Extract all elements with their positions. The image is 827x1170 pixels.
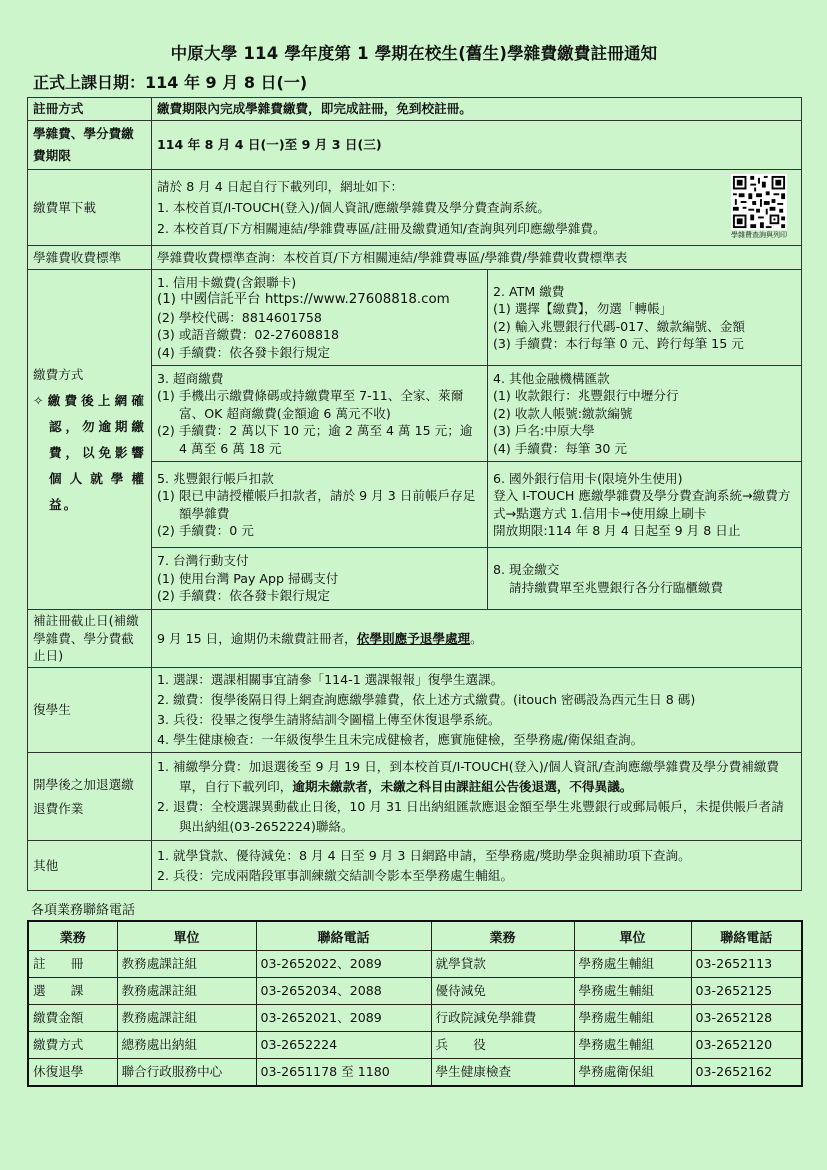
refund-line-2: 2. 退費：全校選課異動截止日後，10 月 31 日出納組匯款應退金額至學生兆豐銀行或郵局帳戶，未提供帳戶者請與出納組(03-2652224)聯絡。: [157, 798, 784, 834]
phone-cell[interactable]: 03-2652034、2088: [256, 978, 431, 1005]
method-line: (1) 收款銀行：兆豐銀行中壢分行: [493, 388, 679, 404]
deadline-period: 。: [470, 630, 483, 646]
header-cell: 業務: [431, 921, 574, 951]
row-registration-method: [28, 98, 802, 121]
fee-standard-text: 學雜費收費標準查詢：本校首頁/下方相關連結/學雜費專區/學雜費/學雜費收費標準表: [152, 246, 802, 270]
row-label: 繳費方式: [33, 366, 84, 382]
method-title: 7. 台灣行動支付: [157, 553, 249, 569]
business-cell: 優待減免: [431, 978, 574, 1005]
header-cell: 業務: [28, 921, 117, 951]
method-line: (4) 手續費：依各發卡銀行規定: [157, 344, 330, 360]
add-drop-cell: [152, 753, 802, 841]
row-label: 學雜費收費標準: [28, 246, 152, 270]
phone-cell[interactable]: 03-2652125: [691, 978, 802, 1005]
row-label: 其他: [28, 841, 152, 891]
other-line: 1. 就學貸款、優待減免：8 月 4 日至 9 月 3 日網路申請，至學務處/獎助學金與補助項下查詢。: [157, 847, 691, 863]
deadline-consequence: 依學則應予退學處理: [356, 630, 471, 646]
other-line: 2. 兵役：完成兩階段軍事訓練繳交結訓令影本至學務處生輔組。: [157, 867, 514, 883]
contacts-row: [28, 1032, 802, 1059]
contacts-row: [28, 978, 802, 1005]
reinstate-line: 4. 學生健康檢查：一年級復學生且未完成健檢者，應實施健檢，至學務處/衛保組查詢。: [157, 732, 644, 747]
method-title: 6. 國外銀行信用卡(限境外生使用): [493, 470, 683, 486]
qr-caption: 學雜費查詢與列印: [731, 231, 787, 239]
phone-cell[interactable]: 03-2652113: [691, 951, 802, 978]
method-line: (3) 手續費：本行每筆 0 元、跨行每筆 15 元: [493, 336, 744, 351]
unit-cell: 學務處生輔組: [574, 1005, 691, 1032]
registration-table: [27, 97, 802, 891]
phone-cell[interactable]: 03-2652021、2089: [256, 1005, 431, 1032]
method-title: 3. 超商繳費: [157, 370, 224, 386]
row-late-deadline: [28, 610, 802, 668]
method-line: (1) 使用台灣 Pay App 掃碼支付: [157, 570, 339, 586]
reinstated-cell: [152, 668, 802, 753]
header-cell: 單位: [574, 921, 691, 951]
method-title: 5. 兆豐銀行帳戶扣款: [157, 470, 274, 486]
contacts-row: [28, 951, 802, 978]
registration-method-text: 繳費期限內完成學雜費繳費，即完成註冊，免到校註冊。: [152, 98, 802, 121]
unit-cell: 總務處出納組: [117, 1032, 256, 1059]
payment-warning-text: 繳費後上網確認，勿逾期繳費，以免影響個人就學權益。: [45, 392, 146, 512]
header-cell: 聯絡電話: [691, 921, 802, 951]
late-deadline-cell: [152, 610, 802, 668]
unit-cell: 學務處生輔組: [574, 978, 691, 1005]
payment-warning: [33, 388, 146, 518]
method-atm: [488, 270, 802, 366]
contacts-table: [27, 920, 803, 1087]
business-cell: 註 冊: [28, 951, 117, 978]
phone-cell[interactable]: 03-2652022、2089: [256, 951, 431, 978]
business-cell: 兵 役: [431, 1032, 574, 1059]
method-line: (1) 限已申請授權帳戶扣款者，請於 9 月 3 日前帳戶存足額學雜費: [157, 488, 476, 521]
business-cell: 行政院減免學雜費: [431, 1005, 574, 1032]
business-cell: 選 課: [28, 978, 117, 1005]
method-cash: [488, 548, 802, 610]
phone-cell[interactable]: 03-2652224: [256, 1032, 431, 1059]
row-label: 註冊方式: [28, 98, 152, 121]
method-mobile-pay: [152, 548, 488, 610]
unit-cell: 學務處衛保組: [574, 1059, 691, 1087]
unit-cell: 教務處課註組: [117, 978, 256, 1005]
download-path-homepage: 2. 本校首頁/下方相關連結/學雜費專區/註冊及繳費通知/查詢與列印應繳學雜費。: [157, 221, 606, 236]
page-title: 中原大學 114 學年度第 1 學期在校生(舊生)學雜費繳費註冊通知: [170, 44, 658, 63]
reinstate-line: 2. 繳費：復學後隔日得上網查詢應繳學雜費，依上述方式繳費。(itouch 密碼設為西元生日 8 碼): [157, 692, 696, 707]
method-line: (4) 手續費：每筆 30 元: [493, 440, 628, 456]
method-line: 登入 I-TOUCH 應繳學雜費及學分費查詢系統→繳費方式→點選方式 1.信用卡→使用線上刷卡: [493, 488, 791, 521]
row-payment-methods-1: [28, 270, 802, 366]
row-label: 補註冊截止日(補繳學雜費、學分費截止日): [28, 610, 152, 668]
method-title: 2. ATM 繳費: [493, 283, 565, 299]
row-fee-standard: [28, 246, 802, 270]
method-line: (1) 手機出示繳費條碼或持繳費單至 7-11、全家、萊爾富、OK 超商繳費(金額逾 6 萬元不收): [157, 388, 464, 421]
business-cell: 休復退學: [28, 1059, 117, 1087]
refund-warning: 逾期未繳款者，未繳之科目由課註組公告後退選，不得異議。: [292, 778, 633, 794]
method-title: 1. 信用卡繳費(含銀聯卡): [157, 274, 297, 290]
reinstate-line: 3. 兵役：役畢之復學生請將結訓令圖檔上傳至休復退學系統。: [157, 712, 501, 727]
method-line: (2) 收款人帳號:繳款編號: [493, 405, 633, 421]
business-cell: 學生健康檢查: [431, 1059, 574, 1087]
sparkle-icon: ✧: [33, 392, 46, 408]
row-label: 開學後之加退選繳退費作業: [28, 753, 152, 841]
refund-text: 1. 補繳學分費：加退選後至 9 月 19 日，到本校首頁/I-TOUCH(登入)/個人資訊/查詢應繳學雜費及學分費補繳費單，自行下載列印，: [157, 758, 779, 794]
row-payment-period: [28, 121, 802, 170]
method-account-debit: [152, 462, 488, 548]
contacts-title: 各項業務聯絡電話: [31, 903, 136, 918]
business-cell: 就學貸款: [431, 951, 574, 978]
phone-cell[interactable]: 03-2652162: [691, 1059, 802, 1087]
download-path-itouch: 1. 本校首頁/I-TOUCH(登入)/個人資訊/應繳學雜費及學分費查詢系統。: [157, 200, 551, 215]
header-cell: 單位: [117, 921, 256, 951]
method-line: 請持繳費單至兆豐銀行各分行臨櫃繳費: [509, 579, 724, 595]
contacts-header-row: [28, 921, 802, 951]
method-line: (2) 學校代碼：8814601758: [157, 309, 322, 325]
business-cell: 繳費方式: [28, 1032, 117, 1059]
unit-cell: 學務處生輔組: [574, 951, 691, 978]
method-convenience-store: [152, 366, 488, 462]
row-bill-download: [28, 170, 802, 246]
row-label: 繳費單下載: [28, 170, 152, 246]
method-line: 開放期限:114 年 8 月 4 日起至 9 月 8 日止: [493, 523, 741, 538]
unit-cell: 教務處課註組: [117, 1005, 256, 1032]
contacts-row: [28, 1005, 802, 1032]
method-line: (2) 輸入兆豐銀行代碼-017、繳款編號、金額: [493, 318, 745, 334]
row-label: 復學生: [28, 668, 152, 753]
deadline-text: 9 月 15 日，逾期仍未繳費註冊者，: [157, 630, 357, 646]
class-start-date: 正式上課日期：114 年 9 月 8 日(一): [33, 73, 308, 92]
contacts-row: [28, 1059, 802, 1087]
bill-download-cell: [152, 170, 802, 246]
row-label: 學雜費、學分費繳費期限: [28, 121, 152, 170]
header-cell: 聯絡電話: [256, 921, 431, 951]
reinstate-line: 1. 選課：選課相關事宜請參「114-1 選課報報」復學生選課。: [157, 672, 504, 687]
unit-cell: 教務處課註組: [117, 951, 256, 978]
phone-cell[interactable]: 03-2652120: [691, 1032, 802, 1059]
qr-code-icon: [731, 174, 787, 230]
refund-line-1: [157, 757, 796, 797]
method-credit-card: [152, 270, 488, 366]
row-add-drop-refund: [28, 753, 802, 841]
business-cell: 繳費金額: [28, 1005, 117, 1032]
other-cell: [152, 841, 802, 891]
payment-method-label-cell: [28, 270, 152, 610]
method-line: (1) 選擇【繳費】，勿選「轉帳」: [493, 301, 673, 316]
unit-cell: 學務處生輔組: [574, 1032, 691, 1059]
method-title: 8. 現金繳交: [493, 562, 560, 577]
method-line: (2) 手續費：依各發卡銀行規定: [157, 588, 330, 604]
qr-code-block[interactable]: [723, 174, 795, 240]
row-reinstated-students: [28, 668, 802, 753]
method-title: 4. 其他金融機構匯款: [493, 370, 610, 386]
payment-period-text: 114 年 8 月 4 日(一)至 9 月 3 日(三): [152, 121, 802, 170]
row-other: [28, 841, 802, 891]
unit-cell: 聯合行政服務中心: [117, 1059, 256, 1087]
method-line: (2) 手續費：0 元: [157, 523, 254, 538]
phone-cell[interactable]: 03-2652128: [691, 1005, 802, 1032]
method-bank-transfer: [488, 366, 802, 462]
method-line: (2) 手續費：2 萬以下 10 元；逾 2 萬至 4 萬 15 元；逾 4 萬至 6 萬 18 元: [157, 423, 473, 456]
phone-cell[interactable]: 03-2651178 至 1180: [256, 1059, 431, 1087]
download-intro: 請於 8 月 4 日起自行下載列印，網址如下：: [157, 179, 404, 194]
method-foreign-card: [488, 462, 802, 548]
method-line[interactable]: (1) 中國信託平台 https://www.27608818.com: [157, 292, 450, 308]
method-line: (3) 或語音繳費：02-27608818: [157, 327, 340, 343]
method-line: (3) 戶名:中原大學: [493, 423, 595, 439]
